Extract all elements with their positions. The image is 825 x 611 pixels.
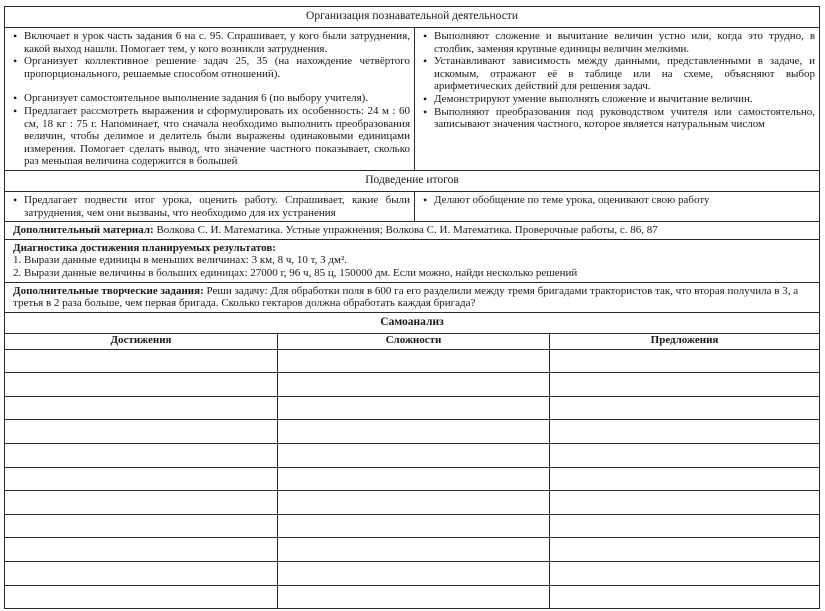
table-row	[5, 467, 820, 491]
empty-cell[interactable]	[278, 514, 550, 538]
list-item: • Организует коллективное решение задач 25, 35 (на нахождение четвёртого пропорционального, решаемые способом отношений).	[13, 55, 410, 80]
list-item: • Предлагает рассмотреть выражения и сформулировать их особенность: 24 м : 60 см, 18 кг : 75 г. Напоминает, что сначала необходимо выполнить преобразования величин, чтобы делимое и делитель были выражены одинаковыми единицами измерения. Помогает сделать вывод, что значение частного показывает, сколько раз меньшая величина содержится в большей	[13, 105, 410, 168]
table-row	[5, 585, 820, 609]
table-row	[5, 538, 820, 562]
extra-material-text: Волкова С. И. Математика. Устные упражнения; Волкова С. И. Математика. Проверочные работы, с. 86, 87	[153, 224, 658, 237]
empty-cell[interactable]	[278, 538, 550, 562]
empty-cell[interactable]	[550, 373, 820, 397]
empty-cell[interactable]	[550, 562, 820, 586]
empty-cell[interactable]	[550, 349, 820, 373]
org-section-title: Организация познавательной деятельности	[5, 7, 820, 28]
diagnostics-item: 1. Вырази данные единицы в меньших величинах: 3 км, 8 ч, 10 т, 3 дм².	[13, 254, 347, 267]
empty-cell[interactable]	[5, 491, 278, 515]
column-header-suggestions: Предложения	[550, 333, 820, 349]
table-row	[5, 562, 820, 586]
table-row	[5, 491, 820, 515]
table-row	[5, 514, 820, 538]
column-header-achievements: Достижения	[5, 333, 278, 349]
lesson-plan-table	[4, 6, 820, 313]
table-row	[5, 349, 820, 373]
extra-material-cell	[5, 222, 820, 240]
summary-teacher-cell	[5, 191, 415, 221]
empty-cell[interactable]	[550, 585, 820, 609]
empty-cell[interactable]	[550, 396, 820, 420]
empty-cell[interactable]	[278, 585, 550, 609]
summary-section-title: Подведение итогов	[5, 170, 820, 191]
empty-cell[interactable]	[5, 444, 278, 468]
empty-cell[interactable]	[278, 467, 550, 491]
empty-cell[interactable]	[278, 444, 550, 468]
empty-cell[interactable]	[550, 538, 820, 562]
empty-cell[interactable]	[278, 562, 550, 586]
empty-cell[interactable]	[550, 467, 820, 491]
diagnostics-label: Диагностика достижения планируемых результатов:	[13, 241, 276, 254]
org-teacher-list	[5, 28, 414, 170]
list-item: • Демонстрируют умение выполнять сложение и вычитание величин.	[423, 93, 815, 106]
empty-cell[interactable]	[278, 396, 550, 420]
list-item: • Устанавливают зависимость между данными, представленными в задаче, и искомым, отражают её в таблице или на схеме, объясняют выбор арифметических действий для решения задач.	[423, 55, 815, 93]
list-item: • Организует самостоятельное выполнение задания 6 (по выбору учителя).	[13, 92, 410, 105]
diagnostics-cell	[5, 239, 820, 282]
column-header-difficulties: Сложности	[278, 333, 550, 349]
diagnostics-item: 2. Вырази данные величины в больших единицах: 27000 г, 96 ч, 85 ц, 150000 дм. Если можно, найди несколько решений	[13, 266, 578, 279]
creative-tasks-cell	[5, 282, 820, 312]
lesson-plan-page	[4, 6, 819, 609]
empty-cell[interactable]	[278, 349, 550, 373]
empty-cell[interactable]	[550, 420, 820, 444]
empty-cell[interactable]	[550, 491, 820, 515]
org-students-list	[415, 28, 819, 133]
extra-material-label: Дополнительный материал:	[13, 224, 154, 237]
creative-tasks-label: Дополнительные творческие задания:	[13, 284, 204, 297]
empty-cell[interactable]	[5, 373, 278, 397]
list-item: • Предлагает подвести итог урока, оценить работу. Спрашивает, какие были затруднения, чем они вызваны, что необходимо для их устранения	[13, 194, 410, 219]
table-row	[5, 444, 820, 468]
self-analysis-table	[4, 312, 820, 610]
empty-cell[interactable]	[5, 585, 278, 609]
self-analysis-title: Самоанализ	[5, 312, 820, 333]
empty-cell[interactable]	[5, 538, 278, 562]
empty-cell[interactable]	[278, 420, 550, 444]
empty-cell[interactable]	[5, 349, 278, 373]
list-item: • Делают обобщение по теме урока, оценивают свою работу	[423, 194, 815, 207]
org-teacher-cell	[5, 28, 415, 171]
list-item: • Выполняют преобразования под руководством учителя или самостоятельно, записывают значения частного, которое является натуральным числом	[423, 106, 815, 131]
empty-cell[interactable]	[550, 444, 820, 468]
creative-tasks-text: Реши задачу: Для обработки поля в 600 га его разделили между тремя бригадами трактористов так, что вторая получила в 3, а третья в 2 раза больше, чем первая бригада. Сколько гектаров должна обработать каждая бригада?	[13, 284, 799, 310]
empty-cell[interactable]	[278, 491, 550, 515]
table-row	[5, 420, 820, 444]
table-row	[5, 396, 820, 420]
list-item: • Включает в урок часть задания 6 на с. 95. Спрашивает, у кого были затруднения, какой выход нашли. Помогает тем, у кого возникли затруднения.	[13, 30, 410, 55]
empty-cell[interactable]	[278, 373, 550, 397]
empty-cell[interactable]	[5, 514, 278, 538]
table-row	[5, 373, 820, 397]
empty-cell[interactable]	[5, 467, 278, 491]
empty-cell[interactable]	[5, 420, 278, 444]
empty-cell[interactable]	[5, 396, 278, 420]
list-item: • Выполняют сложение и вычитание величин устно или, когда это трудно, в столбик, заменяя крупные единицы величин мелкими.	[423, 30, 815, 55]
summary-students-list	[415, 192, 819, 209]
org-students-cell	[415, 28, 820, 171]
summary-teacher-list	[5, 192, 414, 221]
empty-cell[interactable]	[5, 562, 278, 586]
summary-students-cell	[415, 191, 820, 221]
empty-cell[interactable]	[550, 514, 820, 538]
